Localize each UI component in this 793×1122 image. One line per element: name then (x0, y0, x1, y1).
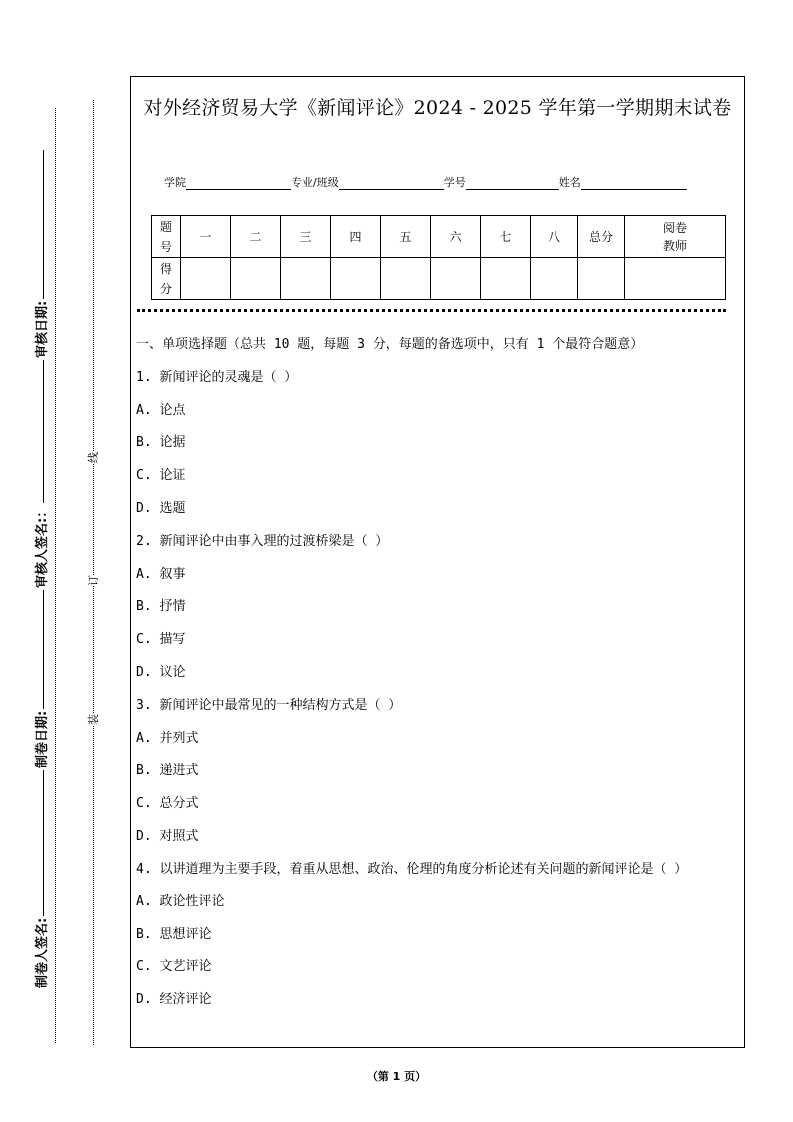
score-col-1: 一 (181, 216, 231, 258)
option-2b: B. 抒情 (136, 599, 186, 615)
dotted-separator (137, 309, 726, 312)
option-1a: A. 论点 (136, 402, 186, 418)
score-col-8: 八 (531, 216, 578, 258)
question-content (136, 329, 738, 1017)
student-id-label: 学号 (443, 176, 466, 189)
option-3c: C. 总分式 (136, 796, 199, 812)
score-table (151, 215, 726, 300)
score-cell-1[interactable] (181, 258, 231, 300)
score-col-6: 六 (431, 216, 481, 258)
binding-mark-pack: 装 (87, 714, 100, 725)
score-cell-8[interactable] (531, 258, 578, 300)
college-label: 学院 (164, 176, 186, 189)
binding-mark-line: 线 (87, 452, 100, 463)
option-3a: A. 并列式 (136, 730, 199, 746)
score-cell-5[interactable] (381, 258, 431, 300)
score-col-2: 二 (231, 216, 281, 258)
score-col-3: 三 (281, 216, 331, 258)
question-2: 2. 新闻评论中由事入理的过渡桥梁是（ ） (136, 533, 389, 549)
score-cell-total[interactable] (578, 258, 625, 300)
student-id-field[interactable] (466, 177, 559, 190)
review-date-label: 审核日期: (31, 299, 50, 360)
question-number-label: 题 号 (152, 216, 181, 258)
score-cell-6[interactable] (431, 258, 481, 300)
option-2c: C. 描写 (136, 632, 186, 648)
score-label: 得 分 (152, 258, 181, 300)
name-label: 姓名 (558, 176, 581, 189)
question-1: 1. 新闻评论的灵魂是（ ） (136, 369, 298, 385)
option-3d: D. 对照式 (136, 828, 199, 844)
score-col-grader: 阅卷 教师 (625, 216, 726, 258)
question-3: 3. 新闻评论中最常见的一种结构方式是（ ） (136, 697, 402, 713)
maker-signature-label: 制卷人签名: (31, 916, 50, 990)
option-4a: A. 政论性评论 (136, 893, 225, 909)
page-number: （第 1 页） (366, 1070, 427, 1083)
student-info-row (164, 174, 719, 190)
score-cell-7[interactable] (481, 258, 531, 300)
option-4c: C. 文艺评论 (136, 959, 212, 975)
exam-sheet (130, 76, 745, 1048)
score-cell-3[interactable] (281, 258, 331, 300)
score-col-total: 总分 (578, 216, 625, 258)
major-class-label: 专业/班级 (291, 176, 339, 189)
inner-dotted-line (93, 100, 94, 1045)
option-4b: B. 思想评论 (136, 926, 212, 942)
score-table-header-row (152, 216, 726, 258)
option-4d: D. 经济评论 (136, 992, 212, 1008)
option-2a: A. 叙事 (136, 566, 186, 582)
option-1d: D. 选题 (136, 500, 186, 516)
option-3b: B. 递进式 (136, 763, 199, 779)
score-cell-4[interactable] (331, 258, 381, 300)
option-1b: B. 论据 (136, 435, 186, 451)
option-2d: D. 议论 (136, 664, 186, 680)
score-col-4: 四 (331, 216, 381, 258)
make-date-label: 制卷日期: (31, 709, 50, 770)
outer-dotted-line (55, 108, 56, 1043)
score-cell-2[interactable] (231, 258, 281, 300)
reviewer-signature-label: 审核人签名:： (31, 503, 50, 590)
score-col-5: 五 (381, 216, 431, 258)
exam-title: 对外经济贸易大学《新闻评论》2024 - 2025 学年第一学期期末试卷 (143, 97, 732, 119)
question-4: 4. 以讲道理为主要手段，着重从思想、政治、伦理的角度分析论述有关问题的新闻评论是（ ） (136, 861, 688, 877)
option-1c: C. 论证 (136, 468, 186, 484)
college-field[interactable] (186, 177, 291, 190)
binding-mark-bind: 订 (87, 575, 100, 586)
score-cell-grader[interactable] (625, 258, 726, 300)
name-field[interactable] (581, 177, 687, 190)
section-heading: 一、单项选择题（总共 10 题，每题 3 分，每题的备选项中，只有 1 个最符合题意） (136, 337, 644, 352)
score-col-7: 七 (481, 216, 531, 258)
major-class-field[interactable] (339, 177, 444, 190)
score-table-score-row (152, 258, 726, 300)
